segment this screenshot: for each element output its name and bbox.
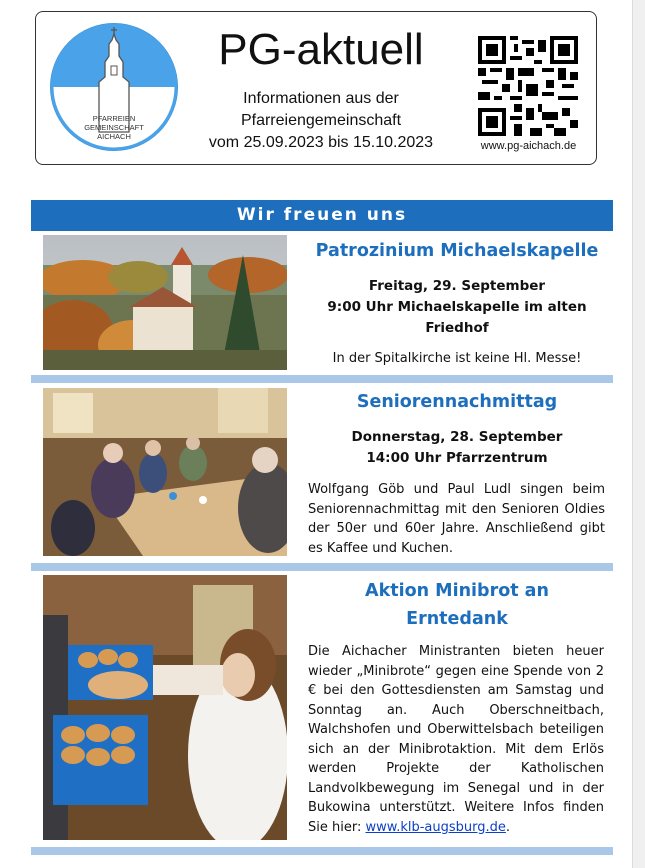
logo-text-1: PFARREIEN: [92, 114, 136, 123]
section-divider: [31, 375, 613, 383]
article-date: [300, 276, 614, 339]
website-url: www.pg-aichach.de: [480, 140, 577, 152]
logo-text-2: GEMEINSCHAFT: [84, 123, 144, 132]
article-date: [300, 427, 614, 469]
article-text: In der Spitalkirche ist keine Hl. Messe!: [332, 351, 582, 366]
article-body: Die Aichacher Ministranten bieten heuer wieder „Minibrote“ gegen eine Spende von 2 € bei den Gottesdiensten am Samstag und Sonntag an. Auch Oberschneitbach, Walchshofen und Oberwittelsbach beteiligen sich an der Minibrotaktion. Mit dem Erlös werden Projekte der Katholischen Landvolkbewegung im Senegal und in der Bukowina unterstützt. Weitere Infos finden Sie hier:: [308, 644, 604, 835]
date-line: Friedhof: [425, 320, 489, 336]
logo-text-3: AICHACH: [97, 132, 131, 141]
section-divider: [31, 563, 613, 571]
article-body-end: .: [505, 819, 511, 835]
date-line: Donnerstag, 28. September: [351, 429, 563, 445]
newsletter-header: [35, 11, 597, 165]
section-banner: Wir freuen uns: [31, 200, 613, 231]
article-title: Patrozinium Michaelskapelle: [315, 241, 599, 261]
article-title: Seniorennachmittag: [356, 392, 558, 412]
title-line: Erntedank: [406, 609, 508, 629]
vertical-scrollbar[interactable]: [632, 0, 645, 868]
photo-minibrot: [43, 575, 287, 840]
qr-code[interactable]: [478, 36, 578, 136]
date-line: 14:00 Uhr Pfarrzentrum: [366, 450, 548, 466]
article-title: [300, 577, 614, 633]
article-text: [308, 642, 604, 837]
section-divider: [31, 847, 613, 855]
parish-logo: [49, 22, 179, 152]
photo-seniorennachmittag: [43, 388, 287, 556]
subtitle-line-2: Pfarreiengemeinschaft: [240, 112, 402, 129]
date-line: Freitag, 29. September: [368, 278, 546, 294]
date-line: 9:00 Uhr Michaelskapelle im alten: [327, 299, 587, 315]
newsletter-subtitle: [191, 88, 451, 154]
subtitle-line-1: Informationen aus der: [243, 90, 399, 107]
klb-link[interactable]: www.klb-augsburg.de: [365, 819, 506, 835]
article-text: Wolfgang Göb und Paul Ludl singen beim Seniorennachmittag mit den Senioren Oldies der 50er und 60er Jahre. Anschließend gibt es Kaffee und Kuchen.: [308, 482, 605, 556]
newsletter-title: PG-aktuell: [218, 25, 424, 74]
photo-michaelskapelle: [43, 235, 287, 370]
subtitle-line-3: vom 25.09.2023 bis 15.10.2023: [208, 134, 434, 151]
title-line: Aktion Minibrot an: [365, 581, 549, 601]
